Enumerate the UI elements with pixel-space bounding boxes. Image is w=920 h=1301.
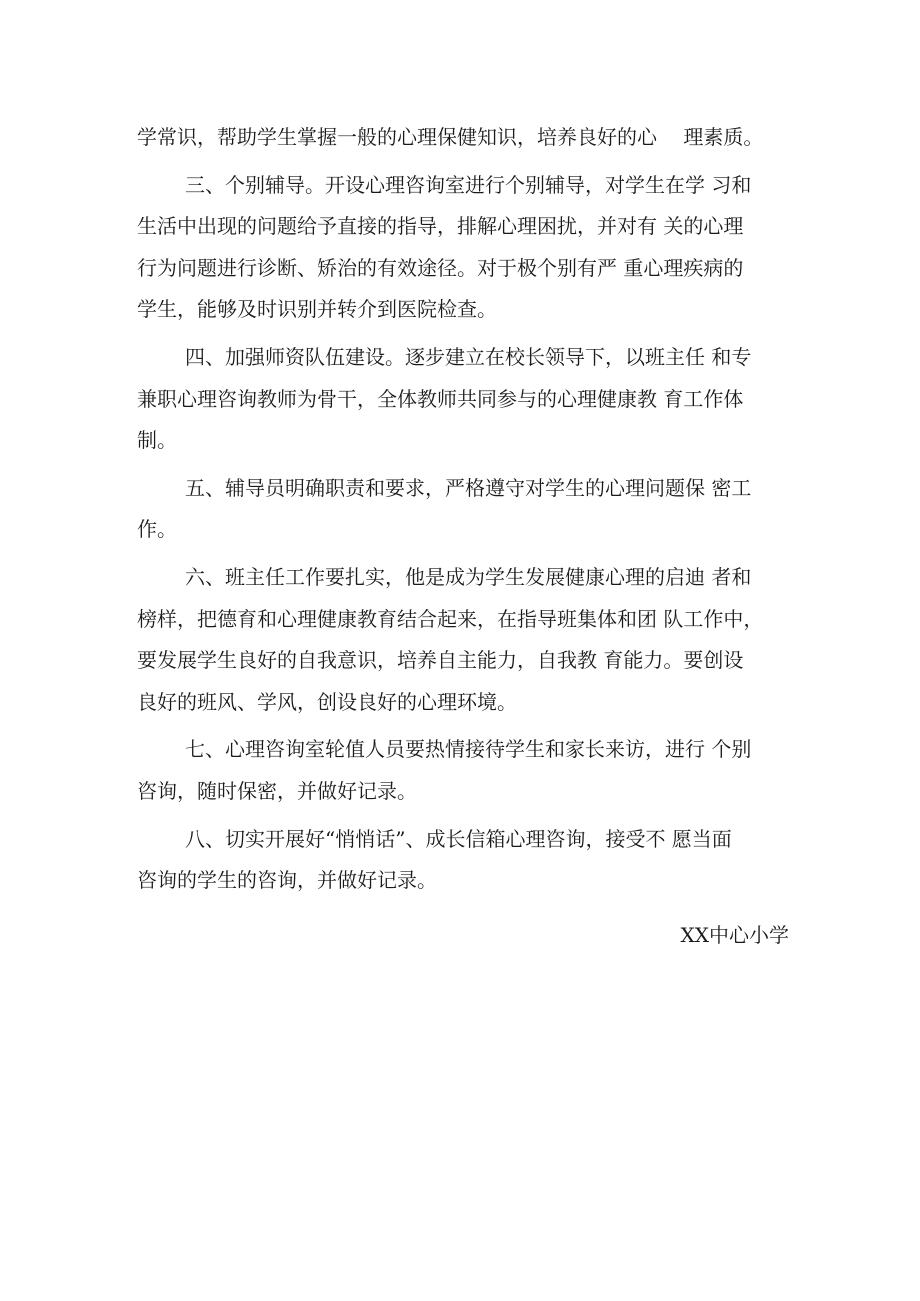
- paragraph-mailbox-counseling: [137, 819, 792, 902]
- text-line: 八、切实开展好“悄悄话”、成长信箱心理咨询，接受不 愿当面: [185, 826, 732, 851]
- text-line: 七、心理咨询室轮值人员要热情接待学生和家长来访，进行 个别: [185, 737, 752, 762]
- signature-school-name: XX中心小学: [680, 923, 789, 947]
- paragraph-counselor-duties: [137, 468, 792, 551]
- paragraph-individual-counseling: [137, 165, 792, 331]
- text-line: 要发展学生良好的自我意识，培养自主能力，自我教 育能力。要创设: [137, 648, 744, 673]
- document-body: [137, 117, 792, 902]
- text-line: 榜样，把德育和心理健康教育结合起来，在指导班集体和团 队工作中，: [137, 606, 764, 631]
- text-line: 咨询，随时保密，并做好记录。: [137, 778, 417, 803]
- text-line: 生活中出现的问题给予直接的指导，排解心理困扰，并对有 关的心理: [137, 214, 744, 239]
- text-line: 六、班主任工作要扎实，他是成为学生发展健康心理的启迪 者和: [185, 564, 752, 589]
- paragraph-continuation: [137, 117, 792, 159]
- text-line: 咨询的学生的咨询，并做好记录。: [137, 868, 437, 893]
- text-line: 制。: [137, 428, 177, 453]
- text-line: 行为问题进行诊断、矫治的有效途径。对于极个别有严 重心理疾病的: [137, 255, 744, 280]
- text-line: 三、个别辅导。开设心理咨询室进行个别辅导，对学生在学 习和: [185, 172, 752, 197]
- text-line: 学生，能够及时识别并转介到医院检查。: [137, 297, 497, 322]
- paragraph-head-teacher: [137, 557, 792, 723]
- text-line: 学常识，帮助学生掌握一般的心理保健知识，培养良好的心 理素质。: [137, 125, 764, 149]
- text-line: 良好的班风、学风，创设良好的心理环境。: [137, 689, 517, 714]
- paragraph-duty-staff: [137, 729, 792, 812]
- text-line: 兼职心理咨询教师为骨干，全体教师共同参与的心理健康教 育工作体: [137, 386, 744, 411]
- text-line: 作。: [137, 517, 177, 542]
- text-line: 四、加强师资队伍建设。逐步建立在校长领导下，以班主任 和专: [185, 344, 752, 369]
- text-line: 五、辅导员明确职责和要求，严格遵守对学生的心理问题保 密工: [185, 475, 752, 500]
- paragraph-teacher-team: [137, 337, 792, 462]
